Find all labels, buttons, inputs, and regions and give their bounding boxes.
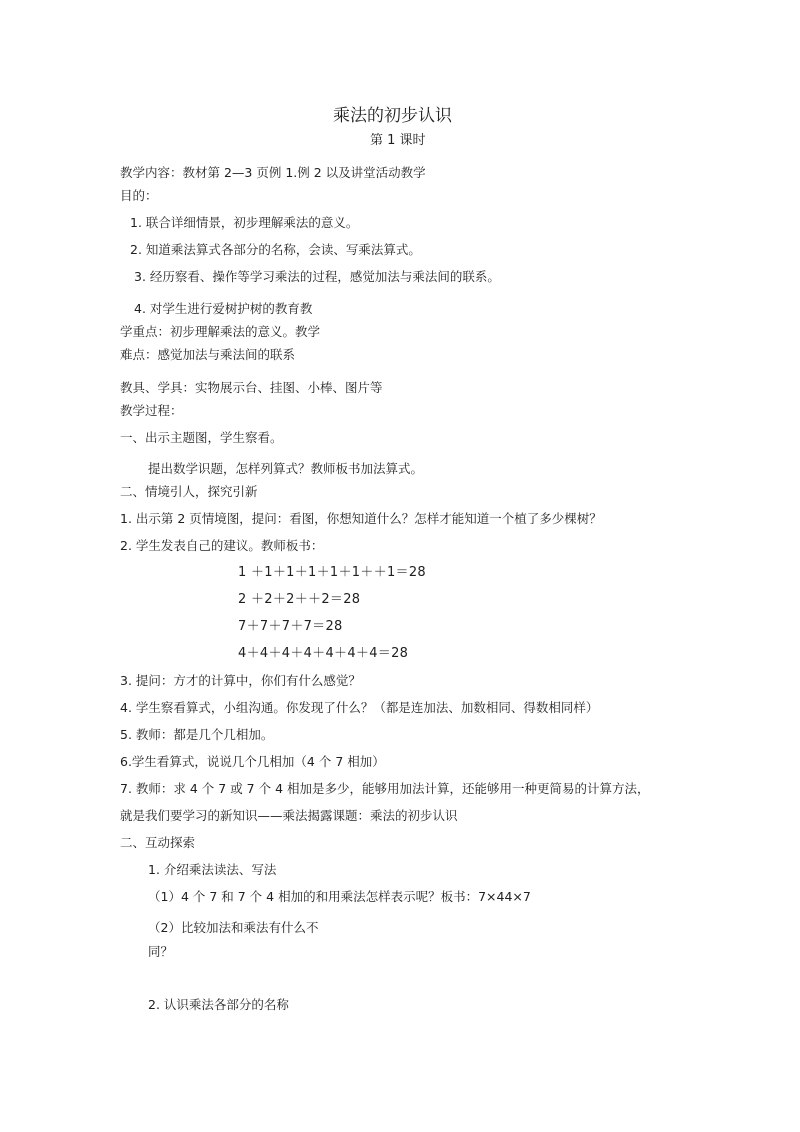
subsection-heading: 1. 介绍乘法读法、写法 [148,862,277,877]
equation: 4＋4＋4＋4＋4＋4＋4＝28 [238,646,409,661]
page-title: 乘法的初步认识 [333,106,452,126]
subsection-heading: 2. 认识乘法各部分的名称 [148,997,289,1012]
section-heading: 二、情境引人，探究引新 [120,484,258,499]
question: （2）比较加法和乘法有什么不 [148,920,319,935]
equation: 2 ＋2＋2＋＋2＝28 [238,592,361,607]
step-item: 5. 教师：都是几个几相加。 [120,727,274,742]
process-label: 教学过程： [120,403,183,418]
paragraph: 提出数学识题，怎样列算式？教师板书加法算式。 [148,461,424,476]
step-item: 7. 教师：求 4 个 7 或 7 个 4 相加是多少，能够用加法计算，还能够用一种更简易的计算方法， [120,781,650,796]
lesson-subtitle: 第 1 课时 [370,133,426,148]
question: 同？ [148,944,174,959]
goal-item: 4. 对学生进行爱树护树的教育教 [134,301,313,316]
goal-item: 3. 经历察看、操作等学习乘法的过程，感觉加法与乘法间的联系。 [134,269,500,284]
equation: 1 ＋1＋1＋1＋1＋1＋＋1＝28 [238,565,426,580]
goal-item: 2. 知道乘法算式各部分的名称，会读、写乘法算式。 [130,242,421,257]
section-heading: 一、出示主题图，学生察看。 [120,430,283,445]
key-point: 学重点：初步理解乘法的意义。教学 [120,324,321,339]
question: （1）4 个 7 和 7 个 4 相加的和用乘法怎样表示呢？板书：7×44×7 [148,889,531,904]
step-item: 4. 学生察看算式，小组沟通。你发现了什么？（都是连加法、加数相同、得数相同样） [120,700,599,715]
step-item: 6.学生看算式，说说几个几相加（4 个 7 相加） [120,754,385,769]
goals-label: 目的： [120,188,158,203]
teaching-tools: 教具、学具：实物展示台、挂图、小棒、图片等 [120,380,383,395]
step-item: 1. 出示第 2 页情境图，提问：看图，你想知道什么？怎样才能知道一个植了多少棵树？ [120,511,602,526]
step-item: 就是我们要学习的新知识——乘法揭露课题：乘法的初步认识 [120,808,458,823]
step-item: 2. 学生发表自己的建议。教师板书： [120,538,324,553]
goal-item: 1. 联合详细情景，初步理解乘法的意义。 [130,215,359,230]
section-heading: 二、互动探索 [120,835,196,850]
step-item: 3. 提问：方才的计算中，你们有什么感觉？ [120,673,361,688]
difficulty: 难点：感觉加法与乘法间的联系 [120,347,296,362]
equation: 7＋7＋7＋7＝28 [238,619,343,634]
content-line: 教学内容：教材第 2—3 页例 1.例 2 以及讲堂活动教学 [120,165,426,180]
